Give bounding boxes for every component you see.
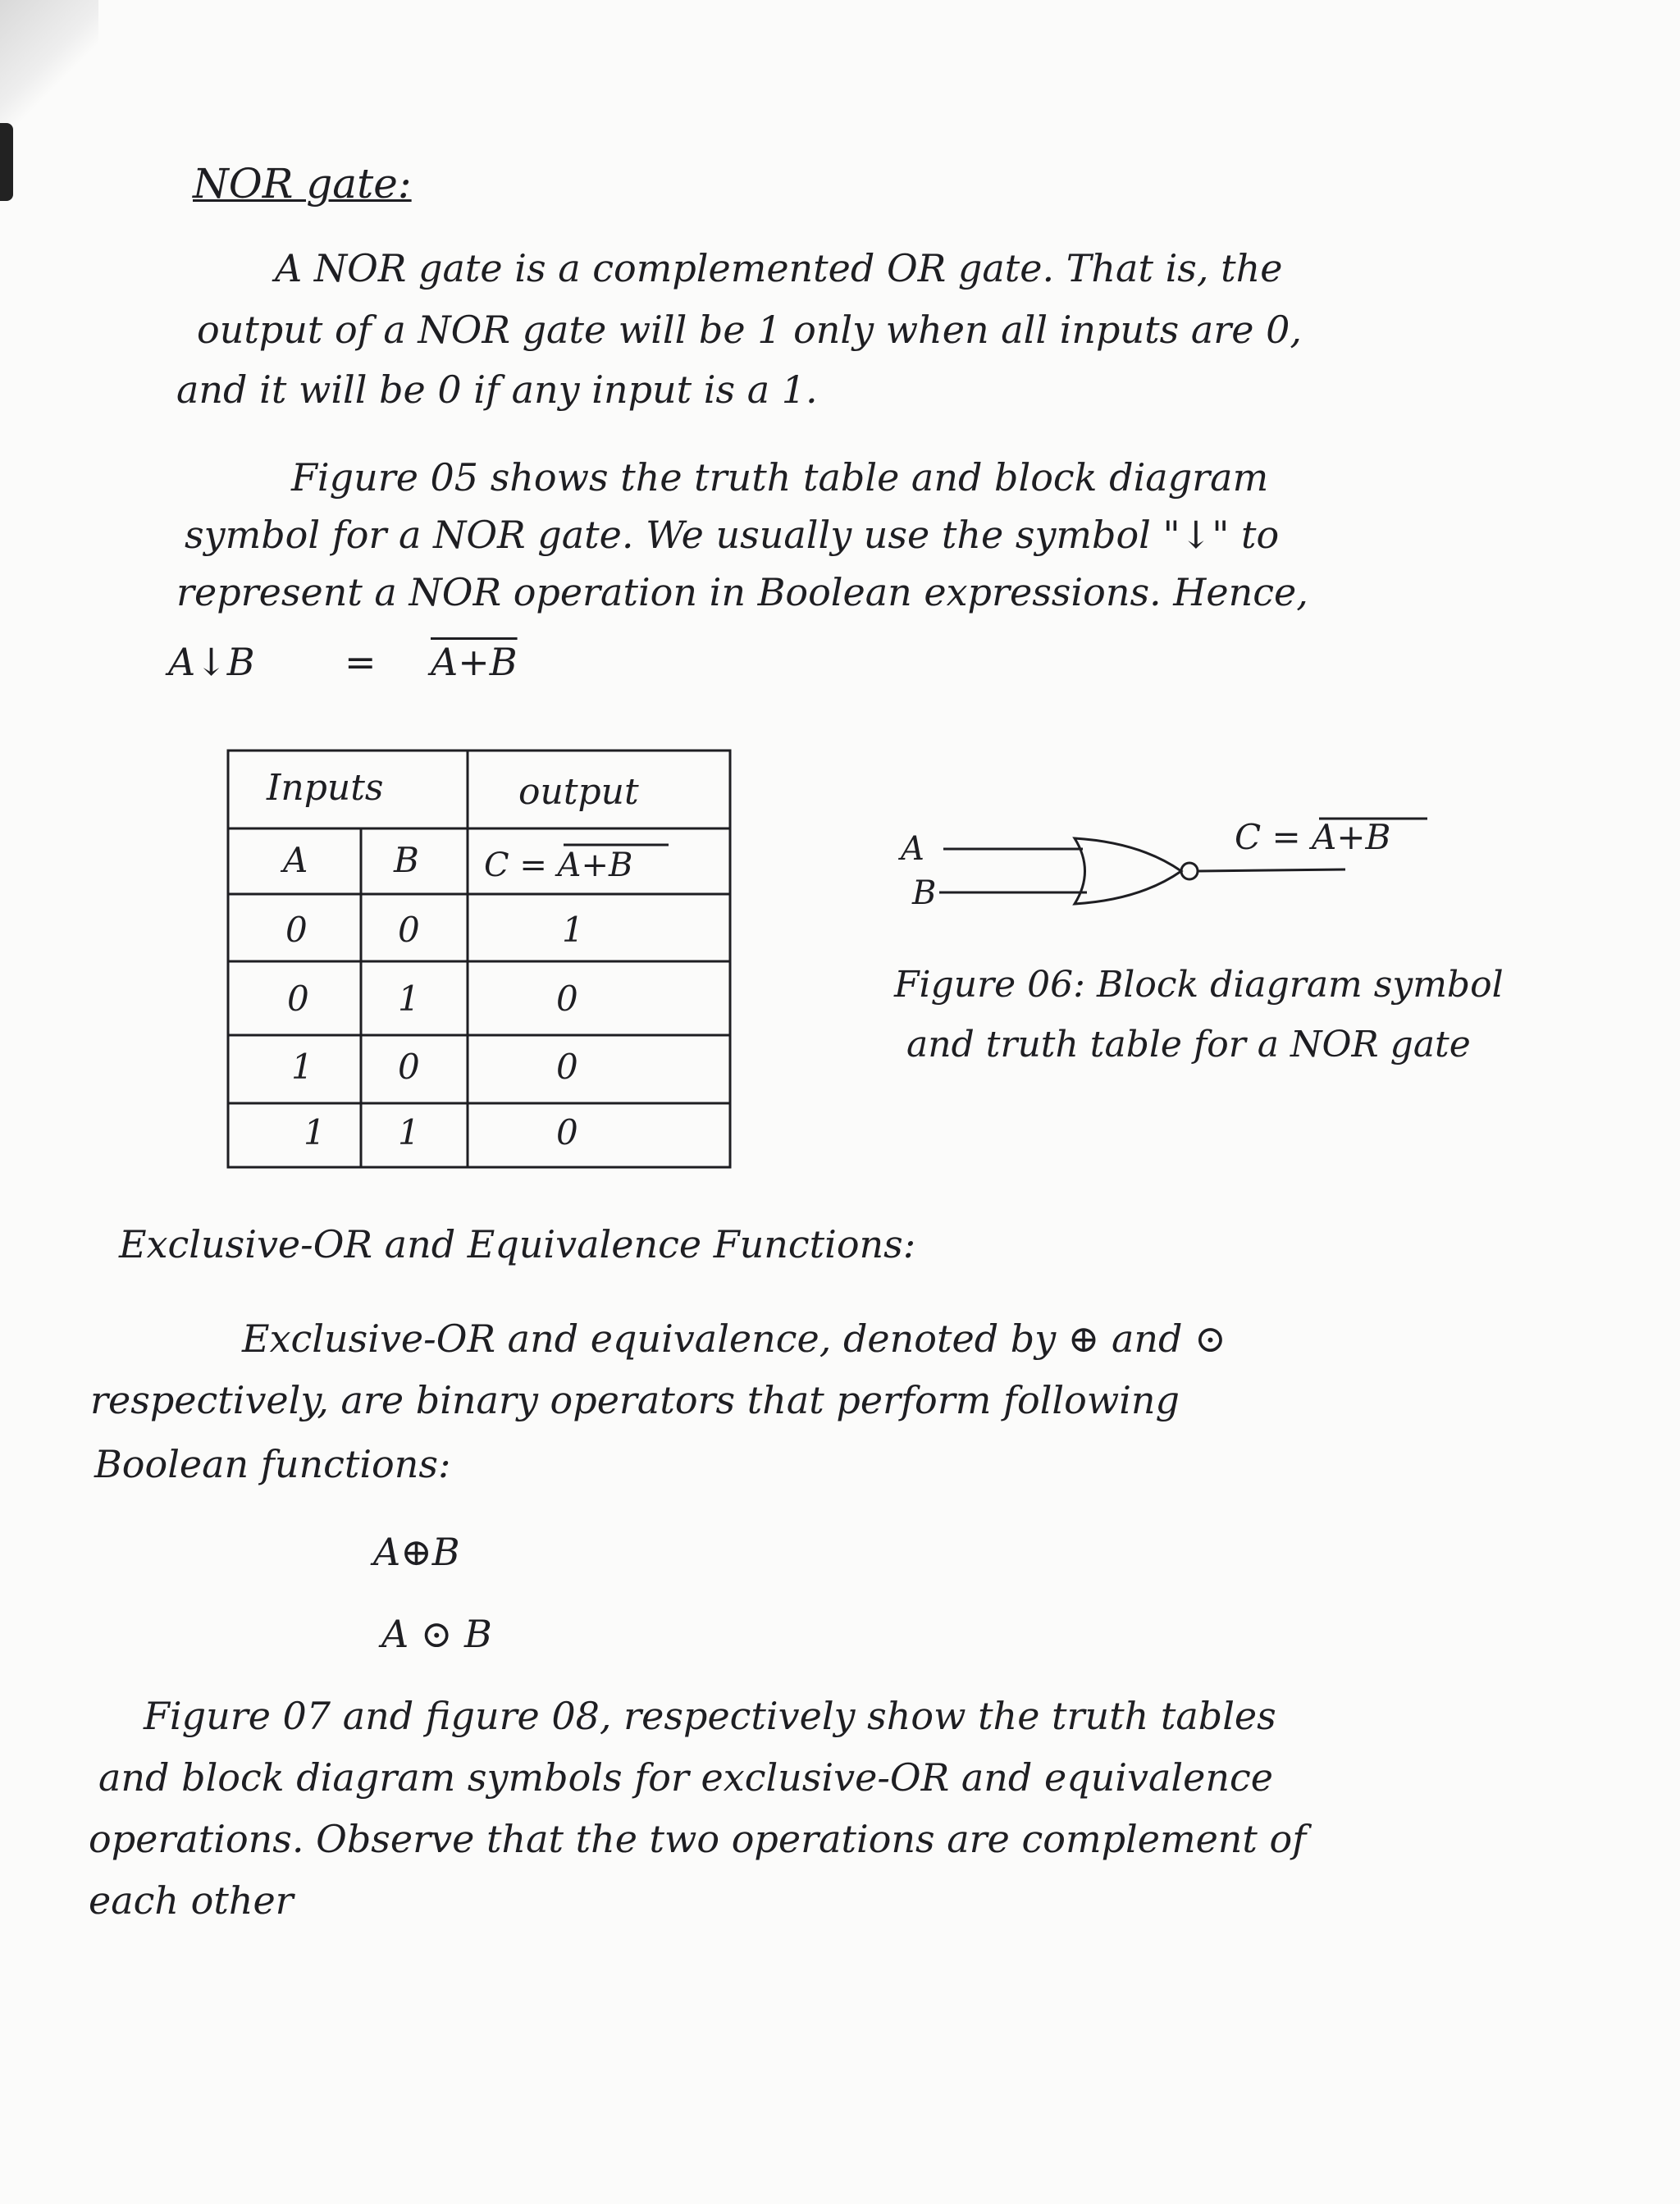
paragraph-4-line-1: Figure 07 and figure 08, respectively show the truth tables — [144, 1694, 1276, 1738]
section-heading-nor: NOR gate: — [193, 160, 412, 208]
table-cell-r4-a: 1 — [304, 1112, 326, 1152]
table-col-c: C = A+B — [484, 846, 633, 884]
figure-06-caption-line-2: and truth table for a NOR gate — [906, 1024, 1471, 1065]
table-cell-r1-a: 0 — [285, 910, 308, 950]
page-corner-edge — [0, 123, 13, 201]
table-cell-r4-c: 0 — [556, 1112, 578, 1152]
paragraph-4-line-3: operations. Observe that the two operations are complement of — [89, 1817, 1307, 1861]
figure-06-caption-line-1: Figure 06: Block diagram symbol — [894, 964, 1504, 1006]
table-cell-r4-b: 1 — [398, 1112, 420, 1152]
paragraph-3-line-1: Exclusive-OR and equivalence, denoted by ⊕ and ⊙ — [242, 1316, 1226, 1361]
table-cell-r3-b: 0 — [398, 1047, 420, 1087]
gate-output-label: C = A+B — [1235, 817, 1391, 857]
table-header-output: output — [518, 771, 639, 813]
paragraph-2-line-1: Figure 05 shows the truth table and block diagram — [291, 455, 1269, 500]
paragraph-4-line-4: each other — [89, 1878, 294, 1923]
nor-expression-left: A↓B — [168, 640, 255, 684]
nor-gate-bubble — [1181, 863, 1198, 879]
gate-input-a-label: A — [901, 830, 924, 868]
table-cell-r3-a: 1 — [291, 1047, 313, 1087]
table-col-a: A — [283, 840, 308, 880]
nor-expression-right: A+B — [431, 640, 518, 684]
paragraph-1-line-2: output of a NOR gate will be 1 only when all inputs are 0, — [197, 308, 1302, 352]
gate-input-b-label: B — [912, 874, 937, 912]
paragraph-4-line-2: and block diagram symbols for exclusive-OR and equivalence — [98, 1755, 1273, 1800]
table-cell-r2-a: 0 — [287, 979, 309, 1019]
paragraph-3-line-3: Boolean functions: — [94, 1442, 451, 1486]
table-cell-r1-b: 0 — [398, 910, 420, 950]
table-cell-r1-c: 1 — [562, 910, 584, 950]
paragraph-3-line-2: respectively, are binary operators that perform following — [90, 1378, 1180, 1422]
xor-expression: A⊕B — [373, 1530, 460, 1574]
table-header-inputs: Inputs — [267, 767, 384, 809]
table-cell-r3-c: 0 — [556, 1047, 578, 1087]
paragraph-2-line-2: symbol for a NOR gate. We usually use the symbol "↓" to — [185, 513, 1280, 557]
nor-expression-equals: = — [345, 640, 377, 684]
page-corner-fold — [0, 0, 98, 139]
table-cell-r2-c: 0 — [556, 979, 578, 1019]
table-col-b: B — [394, 840, 419, 880]
nor-gate-body — [1075, 838, 1181, 904]
section-heading-xor: Exclusive-OR and Equivalence Functions: — [119, 1222, 916, 1266]
paragraph-1-line-3: and it will be 0 if any input is a 1. — [176, 367, 818, 412]
table-cell-r2-b: 1 — [398, 979, 420, 1019]
xnor-expression: A ⊙ B — [381, 1612, 492, 1656]
paragraph-1-line-1: A NOR gate is a complemented OR gate. That is, the — [275, 246, 1283, 290]
paragraph-2-line-3: represent a NOR operation in Boolean expressions. Hence, — [176, 570, 1308, 614]
